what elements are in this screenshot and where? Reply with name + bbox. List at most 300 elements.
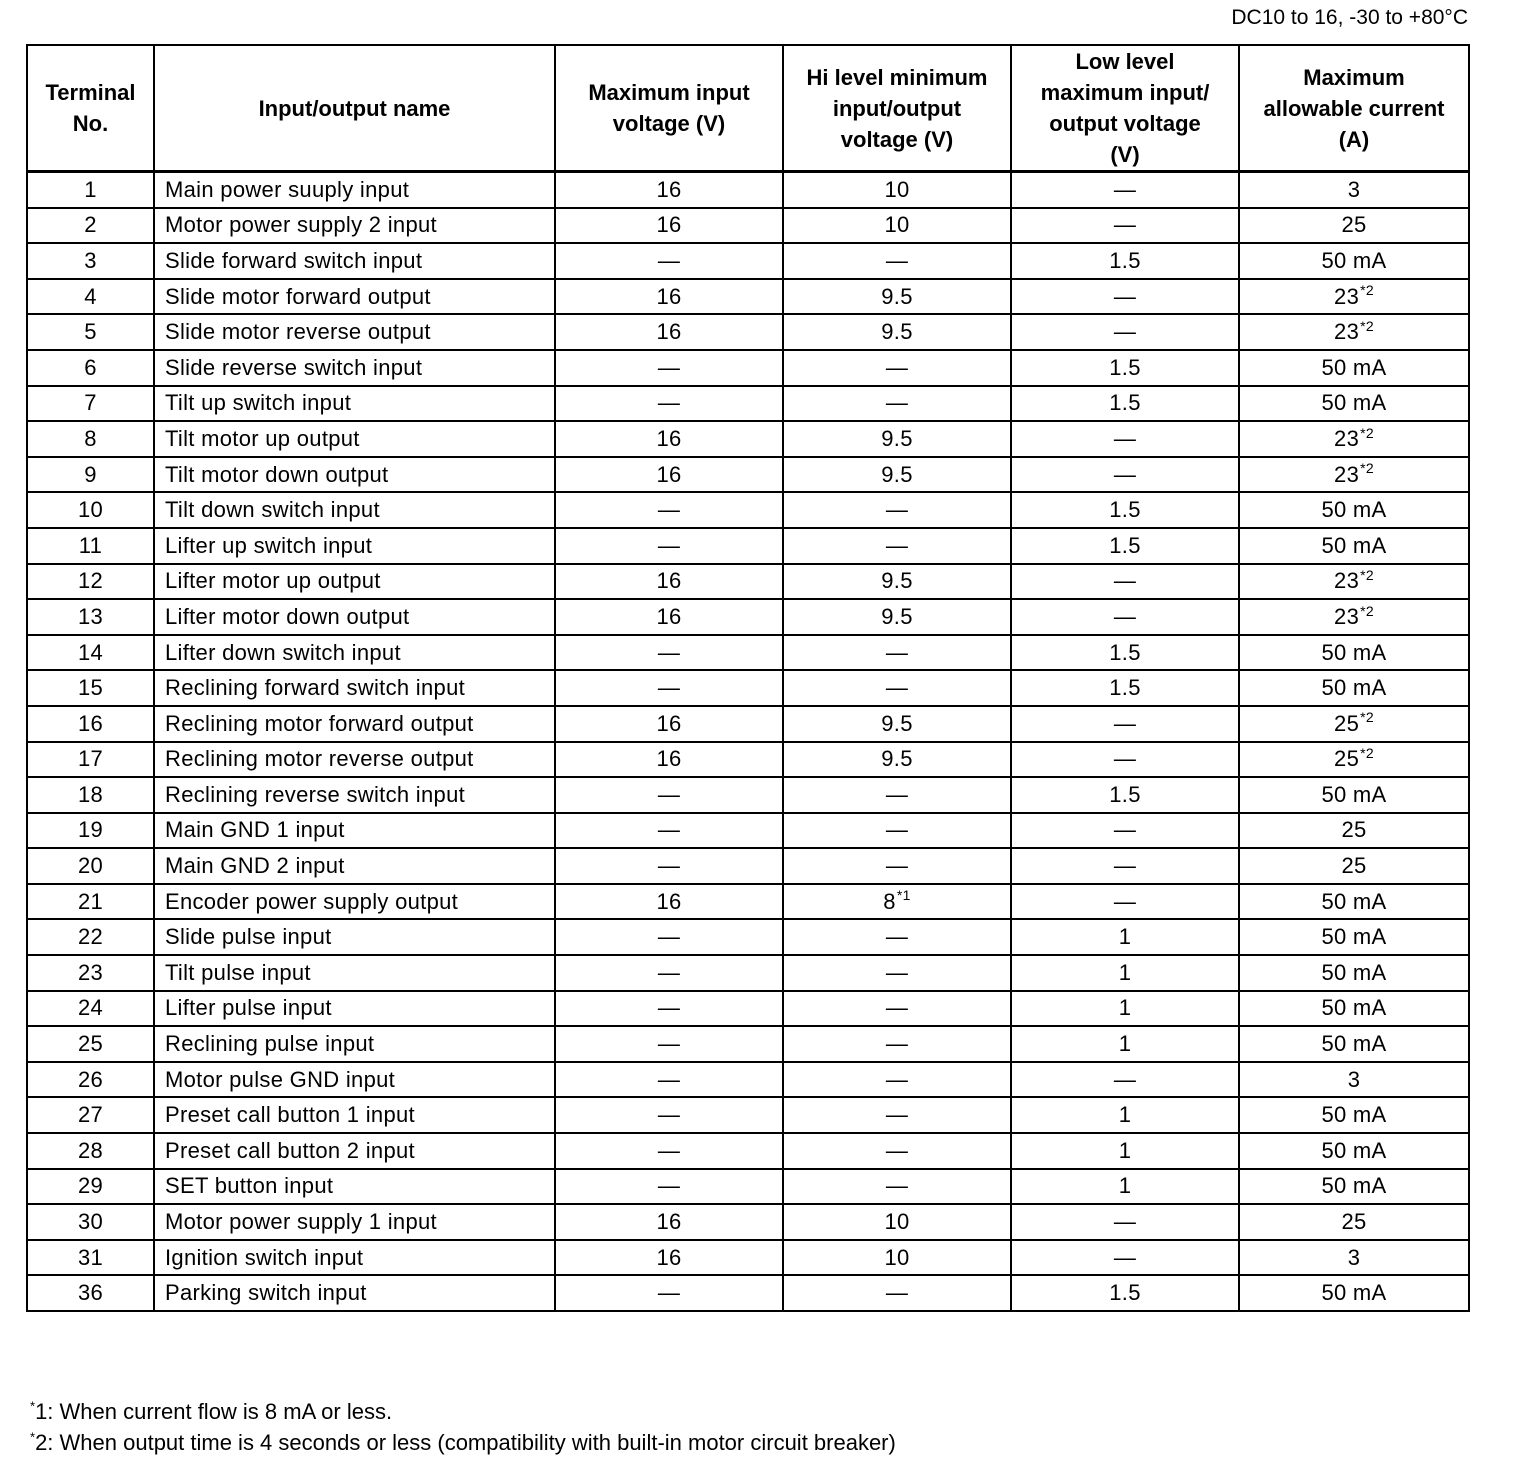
hi-level-voltage-cell [783, 884, 1011, 920]
low-level-voltage-cell [1011, 1133, 1239, 1169]
cell-value: 1.5 [1109, 675, 1141, 701]
max-current-cell [1239, 1275, 1469, 1311]
cell-value: 31 [77, 1244, 104, 1270]
max-current-cell [1239, 243, 1469, 279]
cell-value: 22 [77, 924, 104, 950]
low-level-voltage-cell [1011, 172, 1239, 208]
low-level-voltage-cell [1011, 350, 1239, 386]
cell-value: Tilt down switch input [165, 497, 380, 523]
cell-value: 25 [1341, 853, 1367, 879]
footnote-reference: *2 [1360, 317, 1374, 334]
hi-level-voltage-cell [783, 350, 1011, 386]
table-row [27, 991, 1469, 1027]
low-level-voltage-cell [1011, 742, 1239, 778]
low-level-voltage-cell [1011, 813, 1239, 849]
cell-value: 6 [84, 354, 97, 380]
table-row [27, 421, 1469, 457]
hi-level-voltage-cell [783, 706, 1011, 742]
terminal-no-cell [27, 670, 154, 706]
cell-value: 9.5 [881, 319, 913, 345]
cell-value: — [885, 995, 909, 1021]
io-name-cell [154, 350, 555, 386]
cell-value: 16 [77, 710, 104, 736]
cell-value: — [885, 924, 909, 950]
io-name-cell [154, 421, 555, 457]
cell-value: 5 [84, 319, 97, 345]
low-level-voltage-cell [1011, 564, 1239, 600]
cell-value: 50 mA [1321, 639, 1387, 665]
cell-value: 10 [884, 176, 910, 202]
hi-level-voltage-cell [783, 777, 1011, 813]
terminal-no-cell [27, 1097, 154, 1133]
io-name-cell [154, 1240, 555, 1276]
cell-value: — [657, 390, 681, 416]
cell-value: 25 [1334, 746, 1360, 772]
cell-value: 9.5 [881, 425, 913, 451]
max-current-cell [1239, 208, 1469, 244]
cell-value: 9.5 [881, 603, 913, 629]
cell-value: — [885, 959, 909, 985]
cell-value: Tilt motor down output [165, 461, 389, 487]
low-level-voltage-cell [1011, 670, 1239, 706]
terminal-no-cell [27, 777, 154, 813]
low-level-voltage-cell [1011, 1169, 1239, 1205]
io-name-cell [154, 1026, 555, 1062]
max-input-voltage-cell [555, 1026, 783, 1062]
hi-level-voltage-cell [783, 1240, 1011, 1276]
terminal-no-cell [27, 706, 154, 742]
io-name-cell [154, 279, 555, 315]
cell-value: Parking switch input [165, 1280, 367, 1306]
hi-level-voltage-cell [783, 208, 1011, 244]
footnote-2 [30, 1427, 896, 1458]
cell-value: 9.5 [881, 283, 913, 309]
io-name-cell [154, 1062, 555, 1098]
cell-value: Slide motor forward output [165, 283, 431, 309]
cell-value: Reclining motor reverse output [165, 746, 474, 772]
hi-level-voltage-cell [783, 279, 1011, 315]
max-current-cell [1239, 813, 1469, 849]
cell-value: 50 mA [1321, 888, 1387, 914]
cell-value: 28 [77, 1137, 104, 1163]
cell-value: Lifter up switch input [165, 532, 373, 558]
cell-value: 7 [84, 390, 97, 416]
terminal-no-cell [27, 314, 154, 350]
footnote-text: 1: When current flow is 8 mA or less. [35, 1399, 393, 1424]
terminal-no-cell [27, 564, 154, 600]
max-input-voltage-cell [555, 421, 783, 457]
table-header-row [27, 45, 1469, 172]
low-level-voltage-cell [1011, 1240, 1239, 1276]
cell-value: Slide motor reverse output [165, 319, 431, 345]
cell-value: 50 mA [1321, 247, 1387, 273]
table-body [27, 172, 1469, 1312]
terminal-no-cell [27, 492, 154, 528]
cell-value: Main power suuply input [165, 176, 410, 202]
cell-value: — [1113, 425, 1137, 451]
cell-value: 26 [77, 1066, 104, 1092]
low-level-voltage-cell [1011, 457, 1239, 493]
cell-value: Slide pulse input [165, 924, 332, 950]
cell-value: — [657, 1102, 681, 1128]
cell-value: — [657, 959, 681, 985]
low-level-voltage-cell [1011, 528, 1239, 564]
max-current-cell [1239, 884, 1469, 920]
cell-value: Slide reverse switch input [165, 354, 423, 380]
table-row [27, 813, 1469, 849]
terminal-no-cell [27, 1026, 154, 1062]
io-name-cell [154, 457, 555, 493]
hi-level-voltage-cell [783, 457, 1011, 493]
max-current-cell [1239, 1240, 1469, 1276]
table-row [27, 279, 1469, 315]
hi-level-voltage-cell [783, 670, 1011, 706]
footnotes [30, 1396, 896, 1458]
low-level-voltage-cell [1011, 991, 1239, 1027]
footnote-reference: *2 [1360, 460, 1374, 477]
io-name-cell [154, 492, 555, 528]
cell-value: 3 [84, 247, 97, 273]
cell-value: — [885, 853, 909, 879]
header-hi-level-min-voltage: Hi level minimum input/output voltage (V) [783, 45, 1011, 172]
cell-value: 3 [1347, 1244, 1361, 1270]
cell-value: — [885, 532, 909, 558]
max-input-voltage-cell [555, 706, 783, 742]
max-input-voltage-cell [555, 528, 783, 564]
max-input-voltage-cell [555, 884, 783, 920]
cell-value: Motor power supply 1 input [165, 1209, 437, 1235]
io-name-cell [154, 848, 555, 884]
io-name-cell [154, 742, 555, 778]
io-name-cell [154, 1204, 555, 1240]
max-input-voltage-cell [555, 1062, 783, 1098]
io-name-cell [154, 813, 555, 849]
hi-level-voltage-cell [783, 919, 1011, 955]
footnote-reference: *1 [896, 887, 911, 904]
cell-value: 9.5 [881, 461, 913, 487]
hi-level-voltage-cell [783, 492, 1011, 528]
cell-value: SET button input [165, 1173, 334, 1199]
cell-value: 23 [1334, 603, 1360, 629]
header-terminal-no: Terminal No. [27, 45, 154, 172]
cell-value: — [885, 247, 909, 273]
cell-value: 23 [1334, 425, 1360, 451]
table-row [27, 1133, 1469, 1169]
table-row [27, 919, 1469, 955]
max-current-cell [1239, 172, 1469, 208]
max-current-cell [1239, 528, 1469, 564]
hi-level-voltage-cell [783, 1026, 1011, 1062]
max-input-voltage-cell [555, 172, 783, 208]
table-row [27, 1275, 1469, 1311]
terminal-no-cell [27, 386, 154, 422]
terminal-no-cell [27, 1133, 154, 1169]
max-input-voltage-cell [555, 599, 783, 635]
cell-value: 27 [77, 1102, 104, 1128]
hi-level-voltage-cell [783, 243, 1011, 279]
terminal-no-cell [27, 955, 154, 991]
cell-value: — [657, 1137, 681, 1163]
table-row [27, 1026, 1469, 1062]
cell-value: 36 [77, 1280, 104, 1306]
cell-value: 16 [656, 746, 682, 772]
terminal-no-cell [27, 457, 154, 493]
max-input-voltage-cell [555, 670, 783, 706]
cell-value: 50 mA [1321, 781, 1387, 807]
cell-value: 9.5 [881, 568, 913, 594]
table-row [27, 492, 1469, 528]
max-input-voltage-cell [555, 386, 783, 422]
cell-value: 20 [77, 853, 104, 879]
cell-value: 50 mA [1321, 390, 1387, 416]
footnote-mark: * [30, 1429, 36, 1445]
cell-value: 23 [1334, 461, 1360, 487]
low-level-voltage-cell [1011, 243, 1239, 279]
cell-value: 50 mA [1321, 995, 1387, 1021]
io-name-cell [154, 208, 555, 244]
cell-value: Ignition switch input [165, 1244, 364, 1270]
max-current-cell [1239, 421, 1469, 457]
table-row [27, 599, 1469, 635]
hi-level-voltage-cell [783, 314, 1011, 350]
terminal-no-cell [27, 599, 154, 635]
cell-value: 10 [884, 1244, 910, 1270]
cell-value: — [657, 1031, 681, 1057]
io-name-cell [154, 599, 555, 635]
max-current-cell [1239, 706, 1469, 742]
cell-value: 16 [656, 603, 682, 629]
cell-value: 1.5 [1109, 781, 1141, 807]
hi-level-voltage-cell [783, 955, 1011, 991]
max-current-cell [1239, 457, 1469, 493]
hi-level-voltage-cell [783, 1097, 1011, 1133]
terminal-no-cell [27, 350, 154, 386]
cell-value: 13 [77, 603, 104, 629]
cell-value: Tilt motor up output [165, 425, 360, 451]
cell-value: Lifter motor down output [165, 603, 410, 629]
low-level-voltage-cell [1011, 1026, 1239, 1062]
max-current-cell [1239, 777, 1469, 813]
cell-value: Lifter down switch input [165, 639, 401, 665]
cell-value: 50 mA [1321, 532, 1387, 558]
io-name-cell [154, 243, 555, 279]
cell-value: Tilt pulse input [165, 959, 311, 985]
hi-level-voltage-cell [783, 421, 1011, 457]
max-current-cell [1239, 1204, 1469, 1240]
low-level-voltage-cell [1011, 777, 1239, 813]
cell-value: 8 [883, 888, 896, 914]
terminal-no-cell [27, 279, 154, 315]
cell-value: 1 [1118, 924, 1132, 950]
max-input-voltage-cell [555, 1169, 783, 1205]
cell-value: — [657, 247, 681, 273]
io-name-cell [154, 991, 555, 1027]
cell-value: — [1113, 746, 1137, 772]
max-current-cell [1239, 386, 1469, 422]
cell-value: Main GND 1 input [165, 817, 345, 843]
cell-value: — [885, 497, 909, 523]
header-max-current: Maximum allowable current (A) [1239, 45, 1469, 172]
io-name-cell [154, 564, 555, 600]
max-input-voltage-cell [555, 457, 783, 493]
table-row [27, 1204, 1469, 1240]
cell-value: — [657, 497, 681, 523]
cell-value: 14 [77, 639, 104, 665]
io-name-cell [154, 1169, 555, 1205]
cell-value: — [885, 817, 909, 843]
max-input-voltage-cell [555, 314, 783, 350]
max-input-voltage-cell [555, 208, 783, 244]
max-input-voltage-cell [555, 848, 783, 884]
cell-value: 25 [1341, 1209, 1367, 1235]
cell-value: 2 [84, 212, 97, 238]
max-current-cell [1239, 599, 1469, 635]
terminal-no-cell [27, 919, 154, 955]
cell-value: — [885, 1137, 909, 1163]
cell-value: Main GND 2 input [165, 853, 345, 879]
max-current-cell [1239, 492, 1469, 528]
cell-value: 50 mA [1321, 1137, 1387, 1163]
io-name-cell [154, 314, 555, 350]
io-name-cell [154, 955, 555, 991]
max-input-voltage-cell [555, 492, 783, 528]
cell-value: — [1113, 888, 1137, 914]
cell-value: 1 [1118, 1102, 1132, 1128]
max-current-cell [1239, 314, 1469, 350]
footnote-1 [30, 1396, 896, 1427]
terminal-no-cell [27, 528, 154, 564]
max-current-cell [1239, 670, 1469, 706]
hi-level-voltage-cell [783, 991, 1011, 1027]
footnote-reference: *2 [1360, 282, 1374, 299]
io-name-cell [154, 884, 555, 920]
low-level-voltage-cell [1011, 1062, 1239, 1098]
cell-value: 10 [884, 1209, 910, 1235]
cell-value: Reclining pulse input [165, 1031, 375, 1057]
max-input-voltage-cell [555, 777, 783, 813]
low-level-voltage-cell [1011, 1275, 1239, 1311]
cell-value: 50 mA [1321, 924, 1387, 950]
cell-value: 19 [77, 817, 104, 843]
footnote-reference: *2 [1360, 602, 1374, 619]
table-row [27, 1240, 1469, 1276]
cell-value: 25 [77, 1031, 104, 1057]
table-row [27, 1169, 1469, 1205]
hi-level-voltage-cell [783, 635, 1011, 671]
io-name-cell [154, 777, 555, 813]
cell-value: 11 [78, 532, 103, 558]
cell-value: 9.5 [881, 710, 913, 736]
io-name-cell [154, 172, 555, 208]
table-row [27, 564, 1469, 600]
hi-level-voltage-cell [783, 564, 1011, 600]
cell-value: — [1113, 1066, 1137, 1092]
low-level-voltage-cell [1011, 1204, 1239, 1240]
cell-value: 23 [1334, 319, 1360, 345]
cell-value: 1 [1118, 1137, 1132, 1163]
low-level-voltage-cell [1011, 884, 1239, 920]
table-row [27, 172, 1469, 208]
max-input-voltage-cell [555, 243, 783, 279]
terminal-no-cell [27, 1275, 154, 1311]
max-current-cell [1239, 1062, 1469, 1098]
max-input-voltage-cell [555, 991, 783, 1027]
cell-value: — [657, 995, 681, 1021]
cell-value: 1.5 [1109, 532, 1141, 558]
table-row [27, 706, 1469, 742]
table-row [27, 243, 1469, 279]
cell-value: 23 [1334, 568, 1360, 594]
cell-value: 24 [77, 995, 104, 1021]
hi-level-voltage-cell [783, 1062, 1011, 1098]
cell-value: 29 [77, 1173, 104, 1199]
cell-value: Reclining motor forward output [165, 710, 474, 736]
cell-value: — [657, 853, 681, 879]
low-level-voltage-cell [1011, 421, 1239, 457]
max-input-voltage-cell [555, 564, 783, 600]
max-input-voltage-cell [555, 1240, 783, 1276]
cell-value: 3 [1347, 1066, 1361, 1092]
cell-value: 18 [77, 781, 104, 807]
cell-value: 50 mA [1321, 1173, 1387, 1199]
cell-value: 16 [656, 888, 682, 914]
max-input-voltage-cell [555, 1097, 783, 1133]
cell-value: 16 [656, 568, 682, 594]
operating-conditions: DC10 to 16, -30 to +80°C [1231, 6, 1468, 29]
cell-value: 1 [1118, 959, 1132, 985]
hi-level-voltage-cell [783, 813, 1011, 849]
cell-value: 15 [77, 675, 104, 701]
cell-value: 4 [84, 283, 97, 309]
max-current-cell [1239, 919, 1469, 955]
cell-value: — [1113, 817, 1137, 843]
max-input-voltage-cell [555, 1204, 783, 1240]
max-current-cell [1239, 991, 1469, 1027]
table-row [27, 457, 1469, 493]
table-row [27, 635, 1469, 671]
terminal-spec-table [26, 44, 1470, 1312]
cell-value: — [1113, 176, 1137, 202]
cell-value: 25 [1341, 817, 1367, 843]
max-input-voltage-cell [555, 350, 783, 386]
terminal-no-cell [27, 1240, 154, 1276]
cell-value: 50 mA [1321, 675, 1387, 701]
low-level-voltage-cell [1011, 599, 1239, 635]
cell-value: — [657, 532, 681, 558]
max-input-voltage-cell [555, 1133, 783, 1169]
cell-value: 3 [1347, 176, 1361, 202]
terminal-no-cell [27, 813, 154, 849]
max-input-voltage-cell [555, 813, 783, 849]
max-current-cell [1239, 279, 1469, 315]
hi-level-voltage-cell [783, 1133, 1011, 1169]
max-current-cell [1239, 1133, 1469, 1169]
table-row [27, 1062, 1469, 1098]
cell-value: 50 mA [1321, 1031, 1387, 1057]
hi-level-voltage-cell [783, 742, 1011, 778]
low-level-voltage-cell [1011, 848, 1239, 884]
max-current-cell [1239, 635, 1469, 671]
terminal-no-cell [27, 1204, 154, 1240]
cell-value: — [1113, 461, 1137, 487]
table-row [27, 884, 1469, 920]
cell-value: Lifter motor up output [165, 568, 381, 594]
terminal-no-cell [27, 1169, 154, 1205]
cell-value: — [885, 781, 909, 807]
cell-value: 23 [77, 959, 104, 985]
footnote-reference: *2 [1360, 744, 1374, 761]
low-level-voltage-cell [1011, 314, 1239, 350]
